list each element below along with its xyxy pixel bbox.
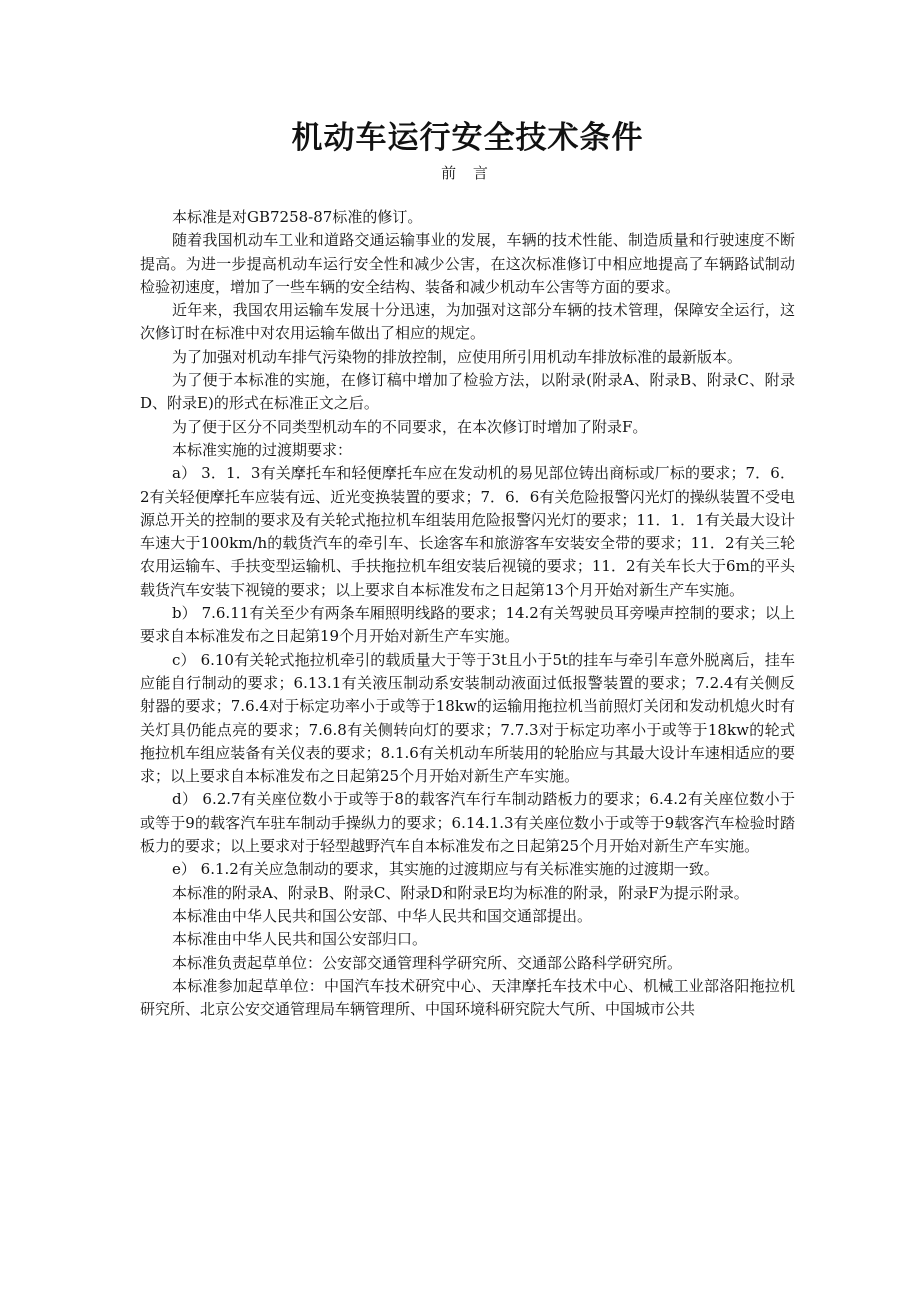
preface-heading: 前 言 [441,164,494,182]
transition-item-d: d） 6.2.7有关座位数小于或等于8的载客汽车行车制动踏板力的要求；6.4.2有关座位数小于或等于9的载客汽车驻车制动手操纵力的要求；6.14.1.3有关座位数小于或等于9载客汽车检验时踏板力的要求；以上要求对于轻型越野汽车自本标准发布之日起第25个月开始对新生产车实施。 [140,790,795,856]
paragraph: 为了便于本标准的实施，在修订稿中增加了检验方法，以附录(附录A、附录B、附录C、附录D、附录E)的形式在标准正文之后。 [140,371,795,413]
paragraph: 本标准是对GB7258-87标准的修订。 [172,208,423,226]
transition-item-a: a） 3．1．3有关摩托车和轻便摩托车应在发动机的易见部位铸出商标或厂标的要求；7．6．2有关轻便摩托车应装有远、近光变换装置的要求；7．6．6有关危险报警闪光灯的操纵装置不受电源总开关的控制的要求及有关轮式拖拉机车组装用危险报警闪光灯的要求；11．1．1有关最大设计车速大于100km/h的载货汽车的牵引车、长途客车和旅游客车安装安全带的要求；11．2有关三轮农用运输车、手扶变型运输机、手扶拖拉机车组安装后视镜的要求；11．2有关车长大于6m的平头载货汽车安装下视镜的要求；以上要求自本标准发布之日起第13个月开始对新生产车实施。 [140,464,795,599]
document-page [140,0,795,1021]
transition-item-c: c） 6.10有关轮式拖拉机牵引的载质量大于等于3t且小于5t的挂车与牵引车意外脱离后，挂车应能自行制动的要求；6.13.1有关液压制动系安装制动液面过低报警装置的要求；7.2.4有关侧反射器的要求；7.6.4对于标定功率小于或等于18kw的运输用拖拉机当前照灯关闭和发动机熄火时有关灯具仍能点亮的要求；7.6.8有关侧转向灯的要求；7.7.3对于标定功率小于或等于18kw的轮式拖拉机车组应装备有关仪表的要求；8.1.6有关机动车所装用的轮胎应与其最大设计车速相适应的要求；以上要求自本标准发布之日起第25个月开始对新生产车实施。 [140,650,795,786]
preface-body [140,206,795,1021]
paragraph: 本标准负责起草单位：公安部交通管理科学研究所、交通部公路科学研究所。 [172,953,683,972]
paragraph: 本标准的附录A、附录B、附录C、附录D和附录E均为标准的附录，附录F为提示附录。 [172,883,749,902]
paragraph: 本标准实施的过渡期要求： [172,440,353,459]
paragraph: 为了加强对机动车排气污染物的排放控制，应使用所引用机动车排放标准的最新版本。 [172,347,743,366]
paragraph: 为了便于区分不同类型机动车的不同要求，在本次修订时增加了附录F。 [172,417,648,436]
paragraph: 本标准由中华人民共和国公安部、中华人民共和国交通部提出。 [172,906,593,925]
paragraph: 本标准由中华人民共和国公安部归口。 [172,930,428,949]
paragraph: 本标准参加起草单位：中国汽车技术研究中心、天津摩托车技术中心、机械工业部洛阳拖拉机研究所、北京公安交通管理局车辆管理所、中国环境科研究院大气所、中国城市公共 [140,976,795,1019]
paragraph: 随着我国机动车工业和道路交通运输事业的发展，车辆的技术性能、制造质量和行驶速度不断提高。为进一步提高机动车运行安全性和减少公害，在这次标准修订中相应地提高了车辆路试制动检验初速度，增加了一些车辆的安全结构、装备和减少机动车公害等方面的要求。 [140,231,795,296]
paragraph: 近年来，我国农用运输车发展十分迅速，为加强对这部分车辆的技术管理，保障安全运行，这次修订时在标准中对农用运输车做出了相应的规定。 [140,301,795,343]
transition-item-e: e） 6.1.2有关应急制动的要求，其实施的过渡期应与有关标准实施的过渡期一致。 [172,860,719,879]
document-title: 机动车运行安全技术条件 [291,120,644,156]
transition-item-b: b） 7.6.11有关至少有两条车厢照明线路的要求；14.2有关驾驶员耳旁噪声控制的要求；以上要求自本标准发布之日起第19个月开始对新生产车实施。 [140,604,795,646]
